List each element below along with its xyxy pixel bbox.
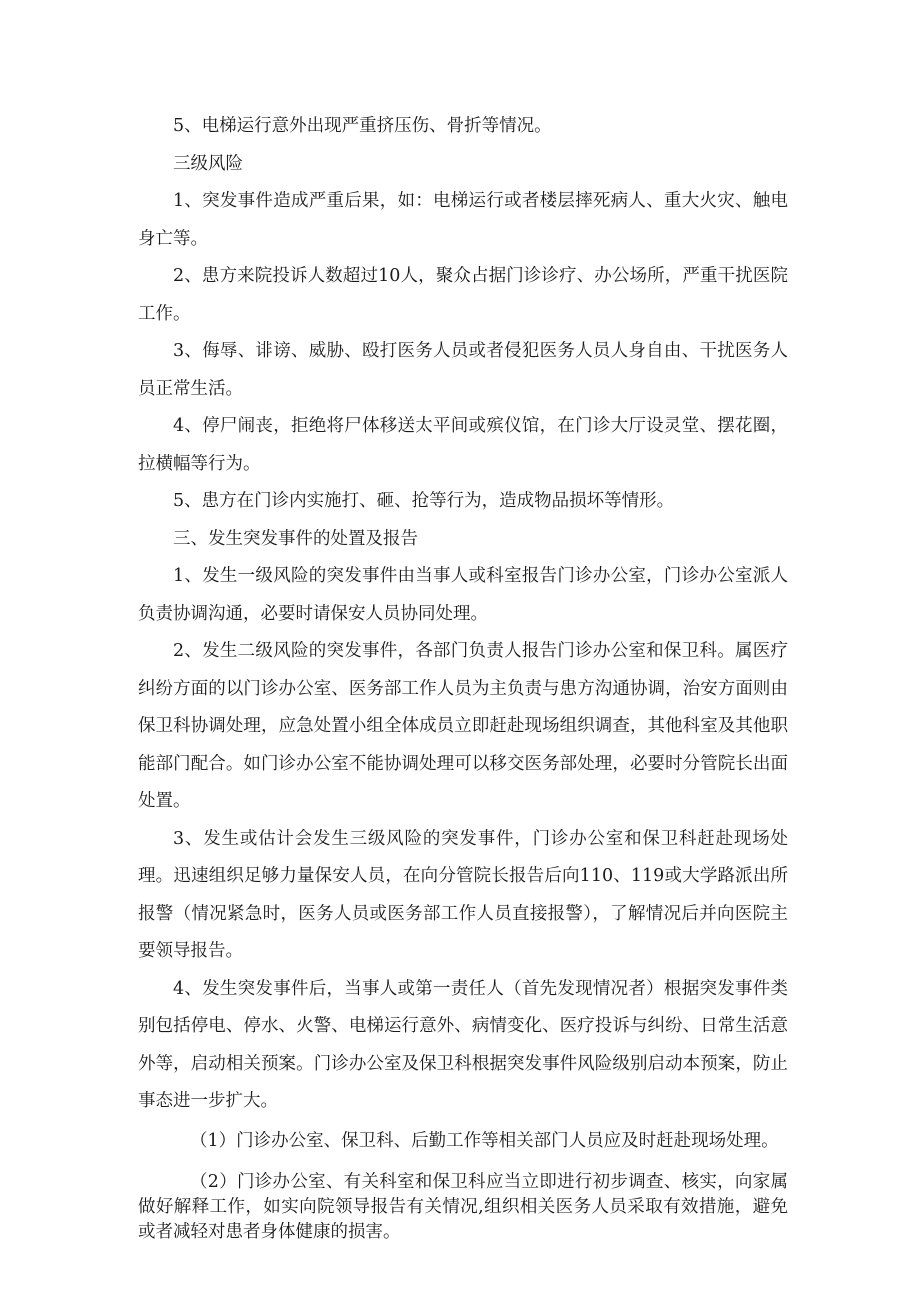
document-body <box>138 108 788 1245</box>
paragraph-handling-item-3: 3、发生或估计会发生三级风险的突发事件，门诊办公室和保卫科赶赴现场处理。迅速组织足够力量保安人员，在向分管院长报告后向110、119或大学路派出所报警（情况紧急时，医务人员或医务部工作人员直接报警），了解情况后并向医院主要领导报告。 <box>138 828 788 961</box>
paragraph-risk-item-5: 5、电梯运行意外出现严重挤压伤、骨折等情况。 <box>173 116 552 136</box>
paragraph-handling-item-2: 2、发生二级风险的突发事件，各部门负责人报告门诊办公室和保卫科。属医疗纠纷方面的以门诊办公室、医务部工作人员为主负责与患方沟通协调，治安方面则由保卫科协调处理，应急处置小组全体成员立即赶赴现场组织调查，其他科室及其他职能部门配合。如门诊办公室不能协调处理可以移交医务部处理，必要时分管院长出面处置。 <box>138 641 788 811</box>
paragraph-subitem-2: （2）门诊办公室、有关科室和保卫科应当立即进行初步调查、核实，向家属做好解释工作，如实向院领导报告有关情况,组织相关医务人员采取有效措施，避免或者减轻对患者身体健康的损害。 <box>138 1172 788 1242</box>
paragraph-level3-item-2: 2、患方来院投诉人数超过10人，聚众占据门诊诊疗、办公场所，严重干扰医院工作。 <box>138 266 788 324</box>
section-heading-level-3-risk: 三级风险 <box>173 153 243 174</box>
paragraph-handling-item-4: 4、发生突发事件后，当事人或第一责任人（首先发现情况者）根据突发事件类别包括停电、停水、火警、电梯运行意外、病情变化、医疗投诉与纠纷、日常生活意外等，启动相关预案。门诊办公室及保卫科根据突发事件风险级别启动本预案，防止事态进一步扩大。 <box>138 978 788 1111</box>
paragraph-level3-item-4: 4、停尸闹丧，拒绝将尸体移送太平间或殡仪馆，在门诊大厅设灵堂、摆花圈，拉横幅等行为。 <box>138 416 788 474</box>
paragraph-level3-item-5: 5、患方在门诊内实施打、砸、抢等行为，造成物品损坏等情形。 <box>173 491 675 511</box>
paragraph-handling-item-1: 1、发生一级风险的突发事件由当事人或科室报告门诊办公室，门诊办公室派人负责协调沟通，必要时请保安人员协同处理。 <box>138 566 788 624</box>
paragraph-subitem-1: （1）门诊办公室、保卫科、后勤工作等相关部门人员应及时赶赴现场处理。 <box>190 1130 779 1151</box>
paragraph-level3-item-3: 3、侮辱、诽谤、威胁、殴打医务人员或者侵犯医务人员人身自由、干扰医务人员正常生活。 <box>138 341 788 399</box>
paragraph-level3-item-1: 1、突发事件造成严重后果，如：电梯运行或者楼层摔死病人、重大火灾、触电身亡等。 <box>138 191 788 249</box>
section-heading-handling-and-report: 三、发生突发事件的处置及报告 <box>173 528 418 549</box>
